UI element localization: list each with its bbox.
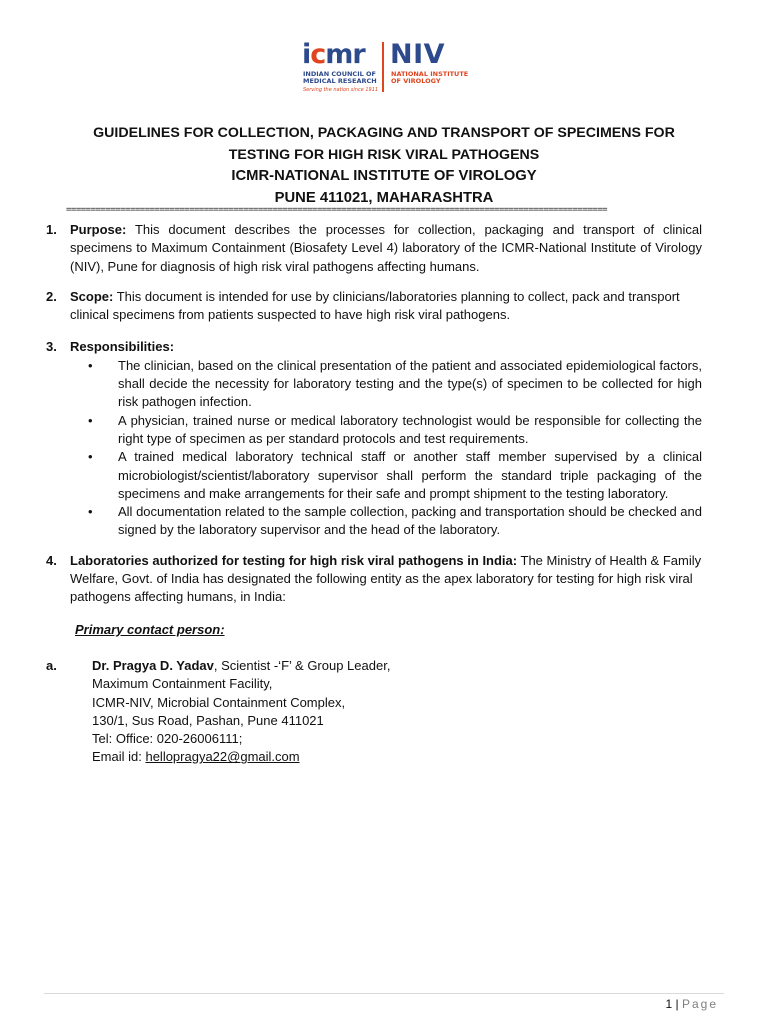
contact-address-line: Maximum Containment Facility, (92, 676, 273, 692)
contact-name: Dr. Pragya D. Yadav (92, 657, 214, 673)
title-line-4: PUNE 411021, MAHARASHTRA (274, 189, 494, 206)
responsibilities-list (46, 357, 702, 540)
laboratories-text: The Ministry of Health & Family Welfare, Govt. of India has designated the following entity as the apex laboratory for testing for high risk viral pathogens affecting humans, in India: (70, 552, 702, 605)
icmr-wordmark: icmr (302, 39, 365, 70)
section-purpose: 1. Purpose: This document describes the processes for collection, packaging and transport of clinical specimens to Maximum Containment (Biosafety Level 4) laboratory of the ICMR-National Institute of Virology (NIV), Pune for diagnosis of high risk viral pathogens affecting humans. (46, 222, 702, 274)
list-item: • The clinician, based on the clinical presentation of the patient and associated epidemiological factors, shall decide the necessity for laboratory testing and the type(s) of specimen to be collected for high risk pathogen infection. (94, 357, 702, 412)
contact-address-line: ICMR-NIV, Microbial Containment Complex, (92, 694, 346, 710)
contact-address-line: 130/1, Sus Road, Pashan, Pune 411021 (92, 712, 324, 728)
title-line-3: ICMR-NATIONAL INSTITUTE OF VIROLOGY (231, 168, 537, 184)
purpose-text: This document describes the processes for collection, packaging and transport of clinical specimens to Maximum Containment (Biosafety Level 4) laboratory of the ICMR-National Institute of Virology (NIV), Pune for diagnosis of high risk viral pathogens affecting humans. (70, 222, 702, 274)
icmr-niv-logo (302, 40, 477, 108)
contact-email-link[interactable]: hellopragya22@gmail.com (145, 749, 300, 765)
title-line-2: TESTING FOR HIGH RISK VIRAL PATHOGENS (228, 146, 540, 163)
section-laboratories: 4. Laboratories authorized for testing for high risk viral pathogens in India: The Ministry of Health & Family Welfare, Govt. of India has designated the following entity as the apex laboratory for testing for high risk viral pathogens affecting humans, in India: (46, 552, 702, 605)
icmr-tagline: Serving the nation since 1911 (303, 87, 379, 93)
responsibilities-label: Responsibilities: (70, 339, 175, 355)
scope-label: Scope: (70, 288, 114, 304)
contact-phone: Tel: Office: 020-26006111; (92, 731, 243, 747)
page-number: 1 (665, 997, 673, 1011)
niv-subtitle: NATIONAL INSTITUTE OF VIROLOGY (391, 70, 469, 86)
niv-wordmark: NIV (390, 39, 446, 70)
laboratories-label: Laboratories authorized for testing for high risk viral pathogens in India: (70, 552, 518, 568)
separator-rule: ============================================================================================================== (66, 205, 608, 215)
title-line-1: GUIDELINES FOR COLLECTION, PACKAGING AND TRANSPORT OF SPECIMENS FOR (93, 125, 675, 141)
section-responsibilities: 3. Responsibilities: (46, 339, 175, 355)
contact-block: a. Dr. Pragya D. Yadav, Scientist -‘F’ & Group Leader, Maximum Containment Facility, ICMR-NIV, Microbial Containment Complex, 130/1, Sus Road, Pashan, Pune 411021 Tel: Office: 020-26006111; Email id: hellopragya22@gmail.com (46, 657, 391, 765)
icmr-subtitle: INDIAN COUNCIL OF MEDICAL RESEARCH (303, 70, 377, 86)
list-item: • All documentation related to the sample collection, packing and transportation should be checked and signed by the laboratory supervisor and the head of the laboratory. (94, 503, 702, 540)
document-title (40, 123, 728, 209)
list-item: • A physician, trained nurse or medical laboratory technologist would be responsible for collecting the right type of specimen as per standard protocols and test requirements. (94, 412, 702, 449)
contact-title: , Scientist -‘F’ & Group Leader, (213, 657, 391, 673)
page-label: Page (681, 997, 718, 1011)
scope-text: This document is intended for use by clinicians/laboratories planning to collect, pack and transport clinical specimens from patients suspected to have high risk viral pathogens. (70, 288, 680, 323)
purpose-label: Purpose: (70, 222, 127, 237)
footer-divider (44, 993, 724, 994)
contact-email-label: Email id: (92, 749, 146, 765)
page-footer: 1 | Page (665, 997, 718, 1011)
primary-contact-heading: Primary contact person: (75, 621, 225, 637)
list-item: • A trained medical laboratory technical staff or another staff member supervised by a clinical microbiologist/scientist/laboratory supervisor shall perform the standard triple packaging of the specimens and make arrangements for their safe and prompt shipment to the testing laboratory. (94, 448, 702, 503)
section-scope: 2. Scope: This document is intended for use by clinicians/laboratories planning to collect, pack and transport clinical specimens from patients suspected to have high risk viral pathogens. (46, 288, 680, 323)
logo-divider (382, 42, 384, 92)
document-body (46, 221, 702, 767)
